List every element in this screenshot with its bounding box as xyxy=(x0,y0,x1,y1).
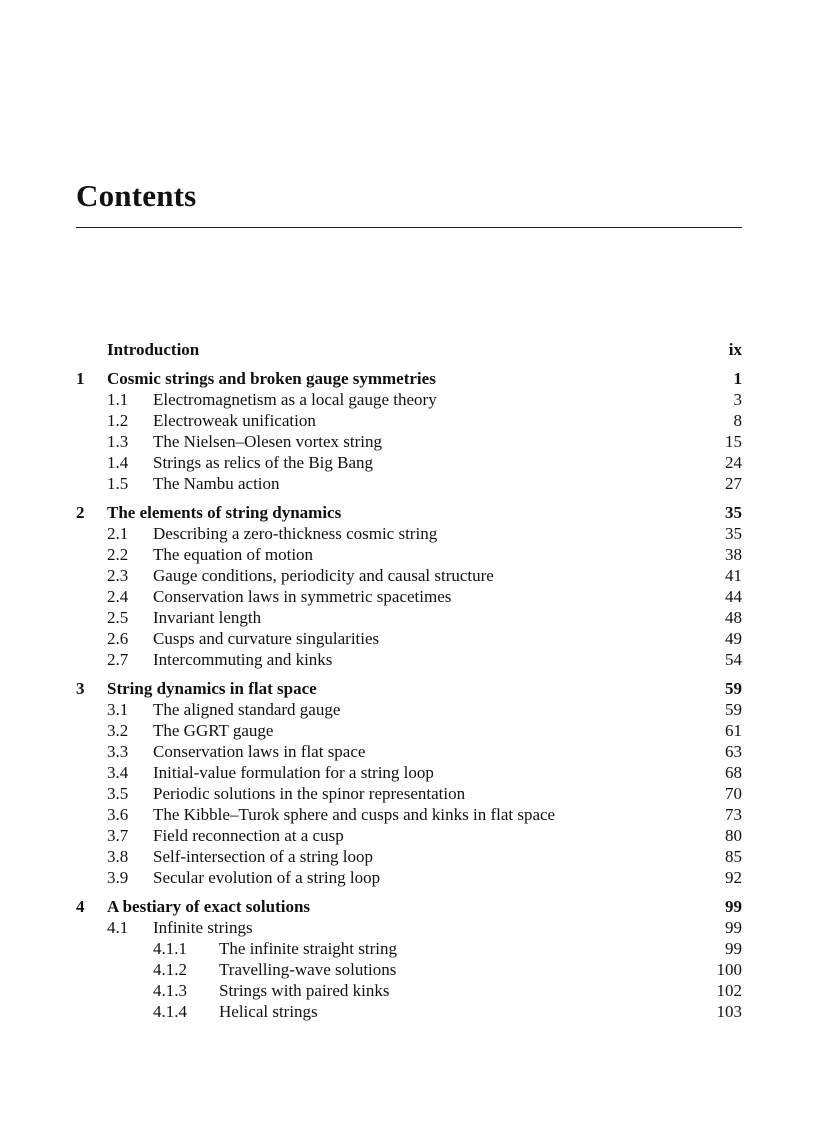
toc-entry-title: The elements of string dynamics xyxy=(107,503,342,522)
toc-entry-title: Periodic solutions in the spinor representation xyxy=(153,784,466,803)
toc-subsection-entry xyxy=(76,1001,742,1022)
toc-entry-page-number: 80 xyxy=(725,826,742,845)
toc-entry-page-number: 38 xyxy=(725,545,742,564)
toc-entry-page-number: 41 xyxy=(725,566,742,585)
toc-entry-number: 3.3 xyxy=(107,742,129,761)
toc-entry-page-number: 63 xyxy=(725,742,742,761)
toc-entry-page-number: 102 xyxy=(716,981,742,1000)
toc-entry-title: Gauge conditions, periodicity and causal structure xyxy=(153,566,494,585)
toc-section-entry xyxy=(76,410,742,431)
toc-entry-title: String dynamics in flat space xyxy=(107,679,317,698)
toc-entry-page-number: 85 xyxy=(725,847,742,866)
toc-entry-page-number: 35 xyxy=(725,524,742,543)
toc-entry-title: Electroweak unification xyxy=(153,411,316,430)
toc-section-entry xyxy=(76,783,742,804)
toc-section-entry xyxy=(76,607,742,628)
toc-entry-number: 4.1.2 xyxy=(153,960,187,979)
toc-entry-number: 1.5 xyxy=(107,474,129,493)
toc-entry-page-number: 44 xyxy=(725,587,742,606)
toc-entry-number: 3.6 xyxy=(107,805,129,824)
toc-entry-number: 2.3 xyxy=(107,566,129,585)
toc-entry-number: 3.4 xyxy=(107,763,129,782)
toc-entry-title: Conservation laws in symmetric spacetimes xyxy=(153,587,452,606)
toc-entry-number: 3.9 xyxy=(107,868,129,887)
toc-entry-title: Introduction xyxy=(107,340,200,359)
toc-entry-title: The Nielsen–Olesen vortex string xyxy=(153,432,382,451)
toc-section-entry xyxy=(76,649,742,670)
toc-section-entry xyxy=(76,431,742,452)
toc-entry-number: 4.1.3 xyxy=(153,981,187,1000)
toc-entry-page-number: ix xyxy=(728,340,742,359)
toc-entry-title: Infinite strings xyxy=(153,918,253,937)
toc-entry-title: Electromagnetism as a local gauge theory xyxy=(153,390,437,409)
toc-entry-page-number: 49 xyxy=(725,629,742,648)
toc-chapter-entry xyxy=(76,896,742,917)
toc-entry-title: Helical strings xyxy=(219,1002,318,1021)
toc-chapter-entry xyxy=(76,339,742,360)
toc-entry-title: Initial-value formulation for a string loop xyxy=(153,763,434,782)
toc-entry-number: 3.2 xyxy=(107,721,129,740)
toc-subsection-entry xyxy=(76,959,742,980)
toc-entry-title: Conservation laws in flat space xyxy=(153,742,366,761)
toc-entry-title: Cosmic strings and broken gauge symmetries xyxy=(107,369,436,388)
toc-entry-number: 3 xyxy=(76,679,85,698)
toc-entry-page-number: 27 xyxy=(725,474,742,493)
page-title: Contents xyxy=(76,178,197,213)
toc-entry-page-number: 8 xyxy=(733,411,742,430)
toc-entry-page-number: 68 xyxy=(725,763,742,782)
toc-entry-title: The infinite straight string xyxy=(219,939,397,958)
toc-entry-title: Intercommuting and kinks xyxy=(153,650,333,669)
toc-entry-number: 2.1 xyxy=(107,524,129,543)
toc-section-entry xyxy=(76,699,742,720)
toc-chapter-entry xyxy=(76,368,742,389)
toc-entry-page-number: 103 xyxy=(716,1002,742,1021)
toc-section-entry xyxy=(76,586,742,607)
toc-section-entry xyxy=(76,762,742,783)
toc-entry-title: Travelling-wave solutions xyxy=(219,960,397,979)
toc-section-entry xyxy=(76,917,742,938)
toc-entry-title: The GGRT gauge xyxy=(153,721,274,740)
toc-entry-title: Cusps and curvature singularities xyxy=(153,629,380,648)
toc-entry-number: 4.1.4 xyxy=(153,1002,187,1021)
toc-entry-title: The aligned standard gauge xyxy=(153,700,341,719)
toc-entry-page-number: 70 xyxy=(725,784,742,803)
toc-entry-title: Invariant length xyxy=(153,608,262,627)
toc-entry-page-number: 92 xyxy=(725,868,742,887)
toc-entry-title: Secular evolution of a string loop xyxy=(153,868,381,887)
toc-entry-page-number: 35 xyxy=(725,503,742,522)
toc-entry-number: 1.2 xyxy=(107,411,129,430)
toc-section-entry xyxy=(76,565,742,586)
toc-entry-number: 3.1 xyxy=(107,700,129,719)
toc-section-entry xyxy=(76,825,742,846)
toc-entry-number: 4 xyxy=(76,897,85,916)
toc-section-entry xyxy=(76,846,742,867)
table-of-contents xyxy=(76,339,742,1022)
toc-section-entry xyxy=(76,473,742,494)
toc-entry-page-number: 61 xyxy=(725,721,742,740)
toc-entry-number: 4.1 xyxy=(107,918,129,937)
toc-entry-title: Strings as relics of the Big Bang xyxy=(153,453,374,472)
toc-entry-number: 2.7 xyxy=(107,650,129,669)
toc-entry-number: 1 xyxy=(76,369,85,388)
toc-entry-page-number: 99 xyxy=(725,918,742,937)
toc-entry-page-number: 100 xyxy=(716,960,742,979)
toc-entry-page-number: 48 xyxy=(725,608,742,627)
toc-entry-title: A bestiary of exact solutions xyxy=(107,897,311,916)
toc-section-entry xyxy=(76,720,742,741)
toc-chapter-entry xyxy=(76,678,742,699)
toc-section-entry xyxy=(76,628,742,649)
toc-section-entry xyxy=(76,804,742,825)
toc-entry-page-number: 3 xyxy=(733,390,742,409)
toc-entry-title: Self-intersection of a string loop xyxy=(153,847,374,866)
toc-entry-page-number: 59 xyxy=(725,679,742,698)
toc-entry-number: 3.7 xyxy=(107,826,129,845)
toc-section-entry xyxy=(76,544,742,565)
toc-entry-number: 2.4 xyxy=(107,587,129,606)
toc-entry-page-number: 1 xyxy=(733,369,742,388)
toc-entry-title: Describing a zero-thickness cosmic string xyxy=(153,524,438,543)
toc-entry-page-number: 24 xyxy=(725,453,742,472)
toc-entry-title: The Nambu action xyxy=(153,474,280,493)
toc-entry-page-number: 15 xyxy=(725,432,742,451)
toc-entry-number: 1.4 xyxy=(107,453,129,472)
toc-entry-title: The equation of motion xyxy=(153,545,314,564)
toc-entry-number: 3.5 xyxy=(107,784,129,803)
toc-entry-title: The Kibble–Turok sphere and cusps and kinks in flat space xyxy=(153,805,556,824)
toc-entry-number: 1.1 xyxy=(107,390,129,409)
toc-chapter-entry xyxy=(76,502,742,523)
toc-section-entry xyxy=(76,389,742,410)
toc-entry-number: 2.5 xyxy=(107,608,129,627)
toc-entry-number: 3.8 xyxy=(107,847,129,866)
toc-section-entry xyxy=(76,741,742,762)
toc-subsection-entry xyxy=(76,980,742,1001)
toc-entry-title: Field reconnection at a cusp xyxy=(153,826,344,845)
toc-entry-number: 2.2 xyxy=(107,545,129,564)
toc-entry-page-number: 59 xyxy=(725,700,742,719)
toc-entry-number: 2.6 xyxy=(107,629,129,648)
toc-entry-page-number: 99 xyxy=(725,939,742,958)
toc-entry-number: 2 xyxy=(76,503,85,522)
toc-entry-page-number: 73 xyxy=(725,805,742,824)
toc-entry-page-number: 54 xyxy=(725,650,742,669)
toc-section-entry xyxy=(76,523,742,544)
toc-subsection-entry xyxy=(76,938,742,959)
toc-entry-number: 4.1.1 xyxy=(153,939,187,958)
toc-entry-page-number: 99 xyxy=(725,897,742,916)
toc-entry-number: 1.3 xyxy=(107,432,129,451)
toc-section-entry xyxy=(76,452,742,473)
toc-entry-title: Strings with paired kinks xyxy=(219,981,390,1000)
title-divider xyxy=(76,227,742,228)
toc-section-entry xyxy=(76,867,742,888)
